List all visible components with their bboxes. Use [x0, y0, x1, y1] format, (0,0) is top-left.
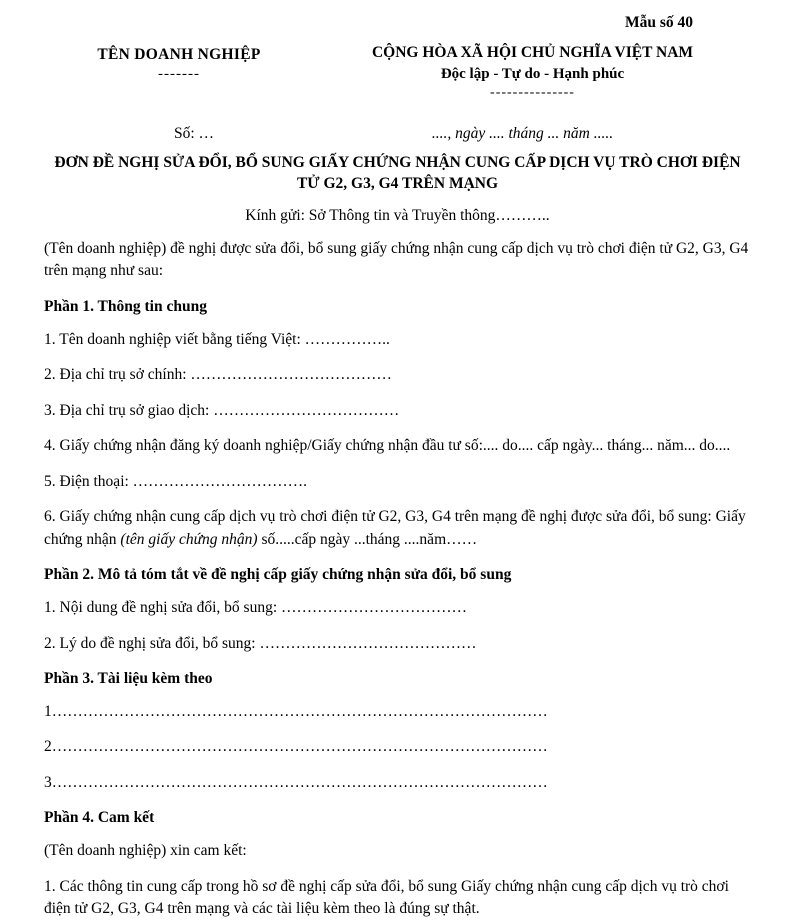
national-title: CỘNG HÒA XÃ HỘI CHỦ NGHĨA VIỆT NAM [371, 44, 694, 61]
part2-item-1: 1. Nội dung đề nghị sửa đổi, bổ sung: ……………………………… [44, 599, 468, 617]
recipient-line: Kính gửi: Sở Thông tin và Truyền thông……….. [245, 206, 550, 224]
national-motto: Độc lập - Tự do - Hạnh phúc [440, 66, 625, 82]
part3-heading: Phần 3. Tài liệu kèm theo [44, 670, 213, 687]
part3-item-2: 2…………………………………………………………………………………… [44, 738, 548, 756]
header-left-block [44, 44, 314, 83]
part2-item-2: 2. Lý do đề nghị sửa đổi, bổ sung: …………………………………… [44, 634, 477, 652]
document-date: ...., ngày .... tháng ... năm ..... [431, 125, 614, 142]
reference-row [44, 125, 751, 143]
document-header [44, 44, 751, 101]
intro-paragraph: (Tên doanh nghiệp) đề nghị được sửa đổi, bổ sung giấy chứng nhận cung cấp dịch vụ trò chơi điện tử G2, G3, G4 trên mạng như sau: [44, 239, 749, 280]
company-name-label: TÊN DOANH NGHIỆP [97, 46, 261, 63]
part1-item-6-italic: (tên giấy chứng nhận) [120, 530, 258, 548]
part2-heading: Phần 2. Mô tả tóm tắt về đề nghị cấp giấy chứng nhận sửa đổi, bổ sung [44, 566, 512, 584]
part1-item-6-tail: số.....cấp ngày ...tháng ....năm…… [257, 530, 478, 548]
part1-item-3: 3. Địa chỉ trụ sở giao dịch: ……………………………… [44, 401, 400, 419]
part1-item-1: 1. Tên doanh nghiệp viết bằng tiếng Việt: …………….. [44, 330, 390, 348]
part4-lead: (Tên doanh nghiệp) xin cam kết: [44, 842, 247, 860]
part4-item-1: 1. Các thông tin cung cấp trong hồ sơ đề nghị cấp sửa đổi, bổ sung Giấy chứng nhận cung cấp dịch vụ trò chơi điện tử G2, G3, G4 trên mạng và các tài liệu kèm theo là đúng sự thật. [44, 877, 729, 918]
part1-item-5: 5. Điện thoại: ……………………………. [44, 472, 308, 490]
part1-item-6 [44, 506, 751, 551]
company-rule: ------- [158, 66, 200, 82]
part4-heading: Phần 4. Cam kết [44, 809, 155, 827]
part1-item-4: 4. Giấy chứng nhận đăng ký doanh nghiệp/Giấy chứng nhận đầu tư số:.... do.... cấp ngày... tháng... năm... do.... [44, 437, 731, 455]
form-number: Mẫu số 40 [624, 14, 693, 31]
part3-item-3: 3…………………………………………………………………………………… [44, 773, 548, 791]
part3-item-1: 1…………………………………………………………………………………… [44, 703, 548, 720]
part1-item-6-text: 6. Giấy chứng nhận cung cấp dịch vụ trò chơi điện tử G2, G3, G4 trên mạng đề nghị được sửa đổi, bổ sung: Giấy chứng nhận [44, 508, 746, 548]
header-right-block [314, 44, 751, 101]
document-number: Số: … [174, 125, 215, 142]
document-title: ĐƠN ĐỀ NGHỊ SỬA ĐỔI, BỔ SUNG GIẤY CHỨNG NHẬN CUNG CẤP DỊCH VỤ TRÒ CHƠI ĐIỆN TỬ G2, G3, G4 TRÊN MẠNG [54, 154, 741, 192]
national-rule: --------------- [490, 85, 575, 100]
part1-item-2: 2. Địa chỉ trụ sở chính: ………………………………… [44, 366, 392, 384]
part1-heading: Phần 1. Thông tin chung [44, 297, 207, 315]
